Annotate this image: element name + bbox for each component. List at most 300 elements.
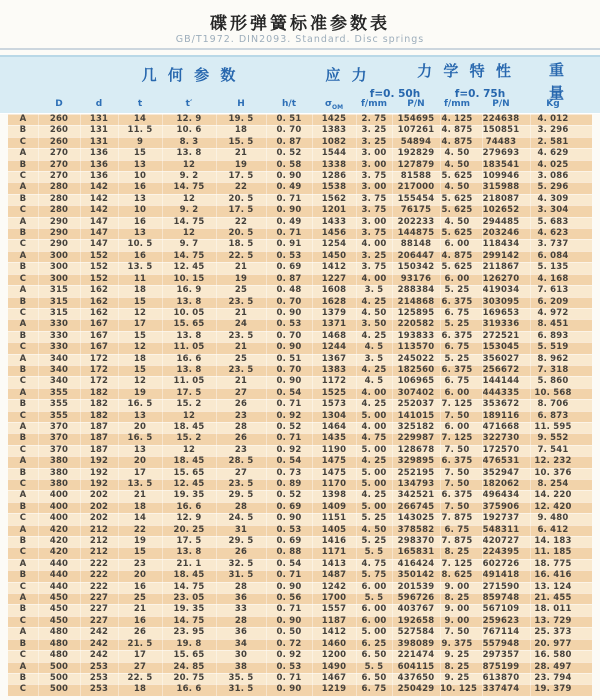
value-cell: 26 xyxy=(216,433,266,444)
subheader-f050: f=0. 50h xyxy=(369,88,421,100)
table-row xyxy=(8,251,592,262)
value-cell: 144144 xyxy=(482,376,530,387)
value-cell: 7. 875 xyxy=(440,513,482,524)
table-row xyxy=(8,125,592,136)
group-header-weight-bottom: 量 xyxy=(548,84,567,102)
value-cell: 13. 5 xyxy=(118,479,162,490)
sigma-subscript: OM xyxy=(331,103,344,111)
value-cell: 6. 00 xyxy=(356,616,392,627)
value-cell: 1190 xyxy=(312,445,356,456)
column-header: Kg xyxy=(546,99,560,109)
table-row xyxy=(8,445,592,456)
table-row xyxy=(8,502,592,513)
value-cell: 370 xyxy=(38,422,80,433)
value-cell: 1456 xyxy=(312,228,356,239)
value-cell: 3. 75 xyxy=(356,262,392,273)
value-cell: 0. 53 xyxy=(266,662,312,673)
value-cell: 1468 xyxy=(312,331,356,342)
value-cell: 6. 75 xyxy=(440,342,482,353)
value-cell: 1475 xyxy=(312,456,356,467)
grade-cell: B xyxy=(19,501,27,512)
value-cell: 1383 xyxy=(312,365,356,376)
value-cell: 1700 xyxy=(312,593,356,604)
value-cell: 1412 xyxy=(312,262,356,273)
value-cell: 22 xyxy=(216,182,266,193)
value-cell: 4. 25 xyxy=(356,297,392,308)
value-cell: 5. 00 xyxy=(356,627,392,638)
value-cell: 14. 183 xyxy=(530,536,592,547)
value-cell: 142 xyxy=(80,205,118,216)
value-cell: 1490 xyxy=(312,662,356,673)
grade-cell: A xyxy=(19,387,27,398)
value-cell: 28. 497 xyxy=(530,662,592,673)
value-cell: 272521 xyxy=(482,331,530,342)
value-cell: 375906 xyxy=(482,502,530,513)
grade-cell: A xyxy=(19,148,27,159)
value-cell: 0. 70 xyxy=(266,125,312,136)
value-cell: 250429 xyxy=(392,684,440,695)
value-cell: 1562 xyxy=(312,194,356,205)
table-row xyxy=(8,456,592,467)
grade-cell: A xyxy=(19,524,27,535)
value-cell: 0. 71 xyxy=(266,433,312,444)
value-cell: 12. 420 xyxy=(530,502,592,513)
value-cell: 13 xyxy=(118,194,162,205)
value-cell: 4. 5 xyxy=(356,376,392,387)
value-cell: 23. 5 xyxy=(216,479,266,490)
value-cell: 222 xyxy=(80,582,118,593)
value-cell: 7. 125 xyxy=(440,433,482,444)
value-cell: 6. 084 xyxy=(530,251,592,262)
value-cell: 294485 xyxy=(482,217,530,228)
value-cell: 1450 xyxy=(312,251,356,262)
value-cell: 4. 75 xyxy=(356,559,392,570)
value-cell: 0. 54 xyxy=(266,559,312,570)
value-cell: 4. 623 xyxy=(530,228,592,239)
group-header-weight-top: 重 xyxy=(548,61,567,79)
value-cell: 319336 xyxy=(482,319,530,330)
value-cell: 253 xyxy=(80,662,118,673)
value-cell: 10. 568 xyxy=(530,388,592,399)
value-cell: 1379 xyxy=(312,308,356,319)
value-cell: 12 xyxy=(162,445,216,456)
value-cell: 10. 15 xyxy=(162,274,216,285)
table-row xyxy=(8,604,592,615)
value-cell: 6. 00 xyxy=(356,582,392,593)
column-header: P/N xyxy=(407,99,425,109)
value-cell: 0. 56 xyxy=(266,593,312,604)
value-cell: 496434 xyxy=(482,490,530,501)
value-cell: 3. 50 xyxy=(356,319,392,330)
value-cell: 10. 125 xyxy=(440,684,482,695)
value-cell: 8. 254 xyxy=(530,479,592,490)
value-cell: 212 xyxy=(80,525,118,536)
value-cell: 315 xyxy=(38,297,80,308)
value-cell: 270 xyxy=(38,160,80,171)
value-cell: 290 xyxy=(38,239,80,250)
value-cell: 14. 75 xyxy=(162,582,216,593)
table-row xyxy=(8,547,592,558)
value-cell: 1227 xyxy=(312,274,356,285)
value-cell: 4. 00 xyxy=(356,239,392,250)
value-cell: 14. 75 xyxy=(162,217,216,228)
value-cell: 242 xyxy=(80,639,118,650)
value-cell: 18 xyxy=(118,502,162,513)
grade-cell: B xyxy=(19,570,27,581)
value-cell: 14. 220 xyxy=(530,490,592,501)
value-cell: 5. 5 xyxy=(356,547,392,558)
value-cell: 143025 xyxy=(392,513,440,524)
value-cell: 13. 5 xyxy=(118,262,162,273)
value-cell: 420 xyxy=(38,536,80,547)
value-cell: 4. 012 xyxy=(530,114,592,125)
value-cell: 155454 xyxy=(392,194,440,205)
column-header: f/mm xyxy=(361,99,387,109)
value-cell: 218087 xyxy=(482,194,530,205)
value-cell: 202233 xyxy=(392,217,440,228)
column-header: f/mm xyxy=(444,99,470,109)
value-cell: 16. 416 xyxy=(530,570,592,581)
value-cell: 74483 xyxy=(482,137,530,148)
value-cell: 222 xyxy=(80,570,118,581)
value-cell: 167 xyxy=(80,319,118,330)
value-cell: 38 xyxy=(216,662,266,673)
value-cell: 10. 5 xyxy=(118,239,162,250)
value-cell: 444335 xyxy=(482,388,530,399)
grade-cell: C xyxy=(19,479,27,489)
grade-cell: B xyxy=(19,262,27,273)
table-row xyxy=(8,662,592,673)
value-cell: 0. 48 xyxy=(266,285,312,296)
value-cell: 1608 xyxy=(312,285,356,296)
value-cell: 15. 65 xyxy=(162,468,216,479)
grade-cell: A xyxy=(19,661,27,672)
value-cell: 11. 5 xyxy=(118,125,162,136)
value-cell: 1425 xyxy=(312,114,356,125)
table-row xyxy=(8,570,592,581)
value-cell: 22. 5 xyxy=(216,251,266,262)
value-cell: 13. 124 xyxy=(530,582,592,593)
grade-cell: A xyxy=(19,593,27,604)
value-cell: 0. 71 xyxy=(266,399,312,410)
value-cell: 15 xyxy=(118,547,162,558)
value-cell: 5. 25 xyxy=(356,513,392,524)
value-cell: 32. 5 xyxy=(216,559,266,570)
table-row xyxy=(8,148,592,159)
value-cell: 0. 52 xyxy=(266,422,312,433)
value-cell: 5. 25 xyxy=(440,354,482,365)
value-cell: 3. 25 xyxy=(356,125,392,136)
value-cell: 21 xyxy=(216,262,266,273)
value-cell: 7. 50 xyxy=(440,411,482,422)
value-cell: 3. 737 xyxy=(530,239,592,250)
value-cell: 21 xyxy=(216,308,266,319)
value-cell: 500 xyxy=(38,662,80,673)
table-row xyxy=(8,559,592,570)
value-cell: 13 xyxy=(118,228,162,239)
grade-cell: A xyxy=(19,182,27,193)
value-cell: 5. 625 xyxy=(440,228,482,239)
value-cell: 253 xyxy=(80,684,118,695)
value-cell: 88148 xyxy=(392,239,440,250)
table-row xyxy=(8,650,592,661)
value-cell: 8. 25 xyxy=(440,662,482,673)
value-cell: 6. 375 xyxy=(440,490,482,501)
value-cell: 220582 xyxy=(392,319,440,330)
grade-cell: B xyxy=(19,193,27,204)
value-cell: 1405 xyxy=(312,525,356,536)
value-cell: 131 xyxy=(80,125,118,136)
grade-cell: B xyxy=(19,296,27,307)
horizontal-rule xyxy=(0,48,600,50)
value-cell: 6. 375 xyxy=(440,365,482,376)
value-cell: 330 xyxy=(38,331,80,342)
table-row xyxy=(8,331,592,342)
corner-cell xyxy=(8,98,38,114)
value-cell: 3. 00 xyxy=(356,160,392,171)
table-row xyxy=(8,376,592,387)
value-cell: 315 xyxy=(38,308,80,319)
value-cell: 1416 xyxy=(312,536,356,547)
value-cell: 28. 5 xyxy=(216,456,266,467)
value-cell: 211867 xyxy=(482,262,530,273)
value-cell: 182 xyxy=(80,388,118,399)
value-cell: 1525 xyxy=(312,388,356,399)
value-cell: 0. 92 xyxy=(266,445,312,456)
value-cell: 7. 50 xyxy=(440,445,482,456)
value-cell: 567109 xyxy=(482,604,530,615)
value-cell: 9. 375 xyxy=(440,639,482,650)
value-cell: 13. 8 xyxy=(162,148,216,159)
value-cell: 27 xyxy=(118,662,162,673)
value-cell: 5. 00 xyxy=(356,502,392,513)
value-cell: 356027 xyxy=(482,354,530,365)
value-cell: 23. 05 xyxy=(162,593,216,604)
value-cell: 192 xyxy=(80,468,118,479)
grade-cell: C xyxy=(19,273,27,284)
value-cell: 224638 xyxy=(482,114,530,125)
column-header: P/N xyxy=(492,99,510,109)
value-cell: 3. 086 xyxy=(530,171,592,182)
value-cell: 1435 xyxy=(312,433,356,444)
value-cell: 0. 70 xyxy=(266,331,312,342)
grade-cell: A xyxy=(19,285,27,296)
value-cell: 162 xyxy=(80,297,118,308)
table-row xyxy=(8,639,592,650)
value-cell: 0. 69 xyxy=(266,262,312,273)
value-cell: 329895 xyxy=(392,456,440,467)
column-header-row xyxy=(8,98,592,112)
table-row xyxy=(8,399,592,410)
value-cell: 353672 xyxy=(482,399,530,410)
value-cell: 548311 xyxy=(482,525,530,536)
value-cell: 187 xyxy=(80,433,118,444)
table-row xyxy=(8,217,592,228)
value-cell: 8. 25 xyxy=(440,593,482,604)
value-cell: 6. 75 xyxy=(356,684,392,695)
value-cell: 212 xyxy=(80,536,118,547)
value-cell: 15 xyxy=(118,365,162,376)
table-row xyxy=(8,433,592,444)
value-cell: 476531 xyxy=(482,456,530,467)
value-cell: 20. 977 xyxy=(530,639,592,650)
value-cell: 315 xyxy=(38,285,80,296)
value-cell: 1201 xyxy=(312,205,356,216)
value-cell: 187 xyxy=(80,445,118,456)
value-cell: 1254 xyxy=(312,239,356,250)
grade-cell: C xyxy=(19,239,27,250)
value-cell: 1413 xyxy=(312,559,356,570)
table-row xyxy=(8,308,592,319)
value-cell: 14. 75 xyxy=(162,251,216,262)
grade-cell: C xyxy=(19,444,27,455)
value-cell: 9 xyxy=(118,137,162,148)
value-cell: 12. 9 xyxy=(162,114,216,125)
value-cell: 0. 53 xyxy=(266,525,312,536)
value-cell: 6. 00 xyxy=(440,274,482,285)
value-cell: 450 xyxy=(38,616,80,627)
grade-cell: C xyxy=(19,136,27,147)
value-cell: 93176 xyxy=(392,274,440,285)
value-cell: 1538 xyxy=(312,182,356,193)
value-cell: 419034 xyxy=(482,285,530,296)
value-cell: 29. 5 xyxy=(216,490,266,501)
value-cell: 875199 xyxy=(482,662,530,673)
value-cell: 0. 71 xyxy=(266,570,312,581)
value-cell: 8. 25 xyxy=(440,547,482,558)
value-cell: 182560 xyxy=(392,365,440,376)
value-cell: 6. 873 xyxy=(530,411,592,422)
value-cell: 2. 75 xyxy=(356,114,392,125)
value-cell: 398089 xyxy=(392,639,440,650)
value-cell: 350142 xyxy=(392,570,440,581)
value-cell: 16. 580 xyxy=(530,650,592,661)
value-cell: 6. 25 xyxy=(356,639,392,650)
value-cell: 7. 875 xyxy=(440,536,482,547)
value-cell: 109946 xyxy=(482,171,530,182)
value-cell: 1544 xyxy=(312,148,356,159)
value-cell: 144875 xyxy=(392,228,440,239)
value-cell: 21 xyxy=(118,604,162,615)
value-cell: 270 xyxy=(38,171,80,182)
value-cell: 280 xyxy=(38,182,80,193)
value-cell: 9. 7 xyxy=(162,239,216,250)
value-cell: 147 xyxy=(80,239,118,250)
value-cell: 0. 52 xyxy=(266,490,312,501)
column-header: t′ xyxy=(185,99,193,109)
value-cell: 19 xyxy=(118,536,162,547)
value-cell: 13 xyxy=(118,445,162,456)
value-cell: 10. 6 xyxy=(162,125,216,136)
grade-cell: A xyxy=(19,114,27,124)
value-cell: 4. 25 xyxy=(356,331,392,342)
value-cell: 337474 xyxy=(482,684,530,695)
value-cell: 27 xyxy=(216,388,266,399)
value-cell: 1151 xyxy=(312,513,356,524)
value-cell: 12 xyxy=(162,160,216,171)
table-row xyxy=(8,137,592,148)
column-header xyxy=(312,98,356,114)
value-cell: 9. 00 xyxy=(440,582,482,593)
grade-cell: B xyxy=(19,536,27,547)
value-cell: 4. 75 xyxy=(356,433,392,444)
value-cell: 16 xyxy=(118,616,162,627)
value-cell: 14. 75 xyxy=(162,182,216,193)
value-cell: 13 xyxy=(118,411,162,422)
value-cell: 113570 xyxy=(392,342,440,353)
value-cell: 0. 70 xyxy=(266,365,312,376)
value-cell: 380 xyxy=(38,456,80,467)
grade-cell: B xyxy=(19,330,27,341)
value-cell: 260 xyxy=(38,125,80,136)
value-cell: 500 xyxy=(38,673,80,684)
value-cell: 16. 6 xyxy=(162,684,216,695)
value-cell: 23 xyxy=(118,559,162,570)
value-cell: 315988 xyxy=(482,182,530,193)
value-cell: 16. 5 xyxy=(118,399,162,410)
value-cell: 4. 00 xyxy=(356,274,392,285)
value-cell: 2. 581 xyxy=(530,137,592,148)
value-cell: 6. 00 xyxy=(440,422,482,433)
value-cell: 0. 53 xyxy=(266,251,312,262)
value-cell: 20. 5 xyxy=(216,228,266,239)
value-cell: 152 xyxy=(80,262,118,273)
grade-cell: A xyxy=(19,250,27,261)
value-cell: 0. 88 xyxy=(266,547,312,558)
value-cell: 12. 45 xyxy=(162,479,216,490)
value-cell: 10. 376 xyxy=(530,468,592,479)
value-cell: 342521 xyxy=(392,490,440,501)
value-cell: 480 xyxy=(38,650,80,661)
value-cell: 162 xyxy=(80,285,118,296)
value-cell: 0. 69 xyxy=(266,536,312,547)
value-cell: 288384 xyxy=(392,285,440,296)
grade-cell: B xyxy=(19,638,27,649)
value-cell: 280 xyxy=(38,194,80,205)
value-cell: 378582 xyxy=(392,525,440,536)
value-cell: 500 xyxy=(38,684,80,695)
table-header-band xyxy=(0,55,600,114)
value-cell: 30 xyxy=(216,650,266,661)
value-cell: 1242 xyxy=(312,582,356,593)
grade-cell: A xyxy=(19,353,27,364)
value-cell: 6. 00 xyxy=(356,604,392,615)
value-cell: 107261 xyxy=(392,125,440,136)
value-cell: 491418 xyxy=(482,570,530,581)
value-cell: 23 xyxy=(216,411,266,422)
grade-cell: B xyxy=(19,433,27,444)
value-cell: 1467 xyxy=(312,673,356,684)
value-cell: 21 xyxy=(118,490,162,501)
grade-cell: A xyxy=(19,421,27,432)
value-cell: 0. 90 xyxy=(266,205,312,216)
table-row xyxy=(8,354,592,365)
value-cell: 604115 xyxy=(392,662,440,673)
value-cell: 26 xyxy=(216,547,266,558)
grade-cell: B xyxy=(19,672,27,683)
value-cell: 3. 5 xyxy=(356,354,392,365)
value-cell: 20. 75 xyxy=(162,673,216,684)
value-cell: 450 xyxy=(38,593,80,604)
value-cell: 6. 209 xyxy=(530,297,592,308)
value-cell: 7. 125 xyxy=(440,399,482,410)
value-cell: 6. 50 xyxy=(356,650,392,661)
value-cell: 325182 xyxy=(392,422,440,433)
grade-cell: C xyxy=(19,205,27,216)
value-cell: 81588 xyxy=(392,171,440,182)
grade-cell: C xyxy=(19,513,27,524)
value-cell: 167 xyxy=(80,342,118,353)
